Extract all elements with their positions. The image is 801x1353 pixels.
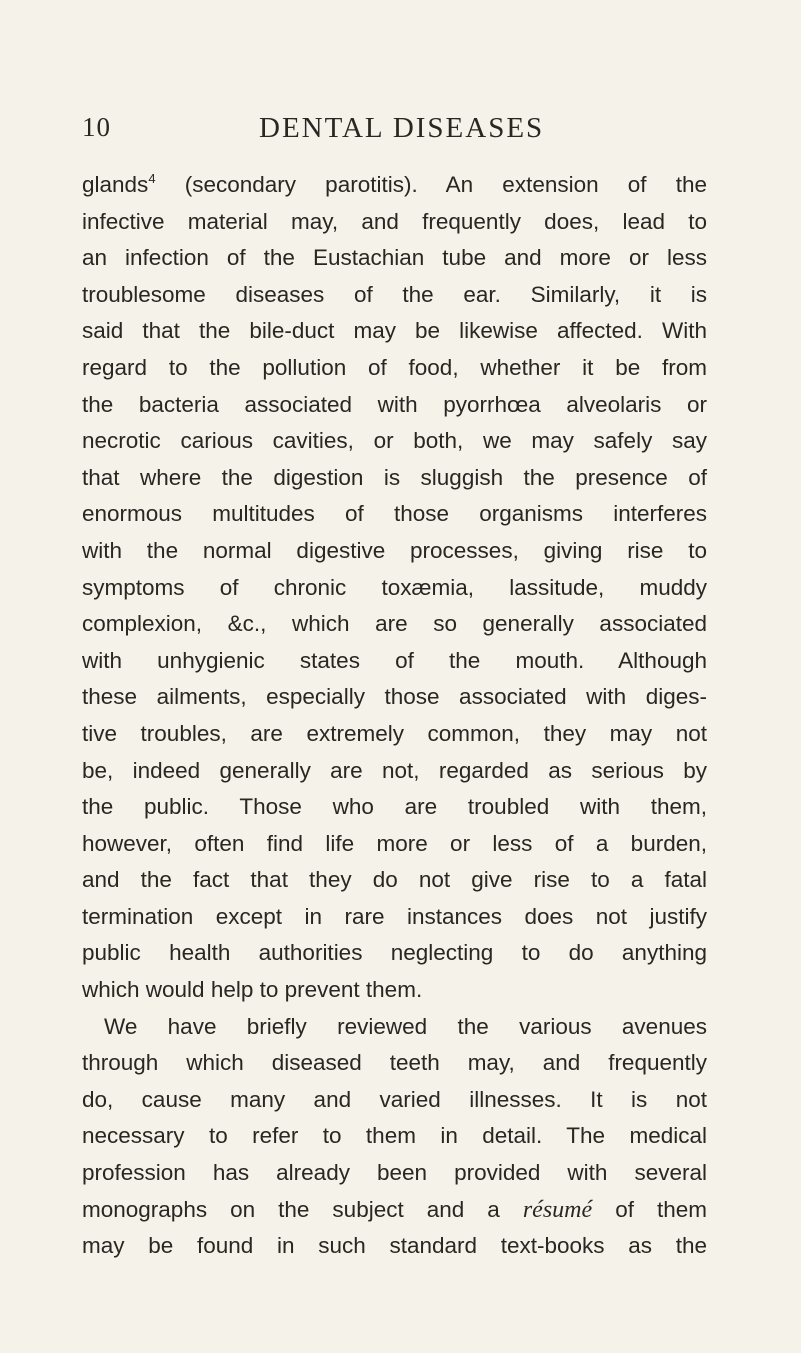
text-line: infective material may, and frequently does, lead to: [82, 208, 707, 234]
text-line: an infection of the Eustachian tube and more or less: [82, 245, 707, 271]
text-line: necrotic carious cavities, or both, we may safely say: [82, 428, 707, 454]
text-line: the bacteria associated with pyorrhœa alveolaris or: [82, 391, 707, 417]
text-line: may be found in such standard text-books as the: [82, 1233, 707, 1259]
text-line: be, indeed generally are not, regarded as serious by: [82, 757, 707, 783]
paragraph-continuation: [82, 167, 707, 1009]
text-line: that where the digestion is sluggish the presence of: [82, 464, 707, 490]
text-line: however, often find life more or less of a burden,: [82, 830, 707, 856]
text-line: through which diseased teeth may, and frequently: [82, 1050, 707, 1076]
text-line: which would help to prevent them.: [82, 977, 423, 1003]
text-line: do, cause many and varied illnesses. It is not: [82, 1086, 707, 1112]
text-line: public health authorities neglecting to do anything: [82, 940, 707, 966]
text-line: with unhygienic states of the mouth. Although: [82, 647, 707, 673]
text-line: the public. Those who are troubled with them,: [82, 794, 707, 820]
text-line: monographs on the subject and a résumé of them: [82, 1196, 707, 1223]
text-line: tive troubles, are extremely common, they may not: [82, 720, 707, 746]
text-line: with the normal digestive processes, giving rise to: [82, 537, 707, 563]
page-number: 10: [82, 112, 111, 142]
text-line: We have briefly reviewed the various avenues: [104, 1013, 707, 1039]
text-line: and the fact that they do not give rise to a fatal: [82, 867, 707, 893]
text-line: symptoms of chronic toxæmia, lassitude, muddy: [82, 574, 707, 600]
footnote-marker[interactable]: 4: [148, 171, 156, 186]
text-line: regard to the pollution of food, whether it be from: [82, 354, 707, 380]
text-line: said that the bile-duct may be likewise affected. With: [82, 318, 707, 344]
text-line: glands$^4$ (secondary parotitis). An extension of the: [82, 171, 707, 197]
text-line: necessary to refer to them in detail. The medical: [82, 1123, 707, 1149]
running-head: [82, 112, 712, 152]
text-line: complexion, &c., which are so generally associated: [82, 611, 707, 637]
text-line: termination except in rare instances does not justify: [82, 903, 707, 929]
italic-term: résumé: [522, 1196, 593, 1223]
text-line: enormous multitudes of those organisms interferes: [82, 501, 707, 527]
paragraph: [82, 1009, 707, 1265]
text-line: these ailments, especially those associated with diges-: [82, 684, 707, 710]
running-title: DENTAL DISEASES: [259, 112, 545, 144]
text-line: troublesome diseases of the ear. Similarly, it is: [82, 281, 707, 307]
body-text: [82, 167, 707, 1265]
text-line: profession has already been provided with several: [82, 1160, 707, 1186]
